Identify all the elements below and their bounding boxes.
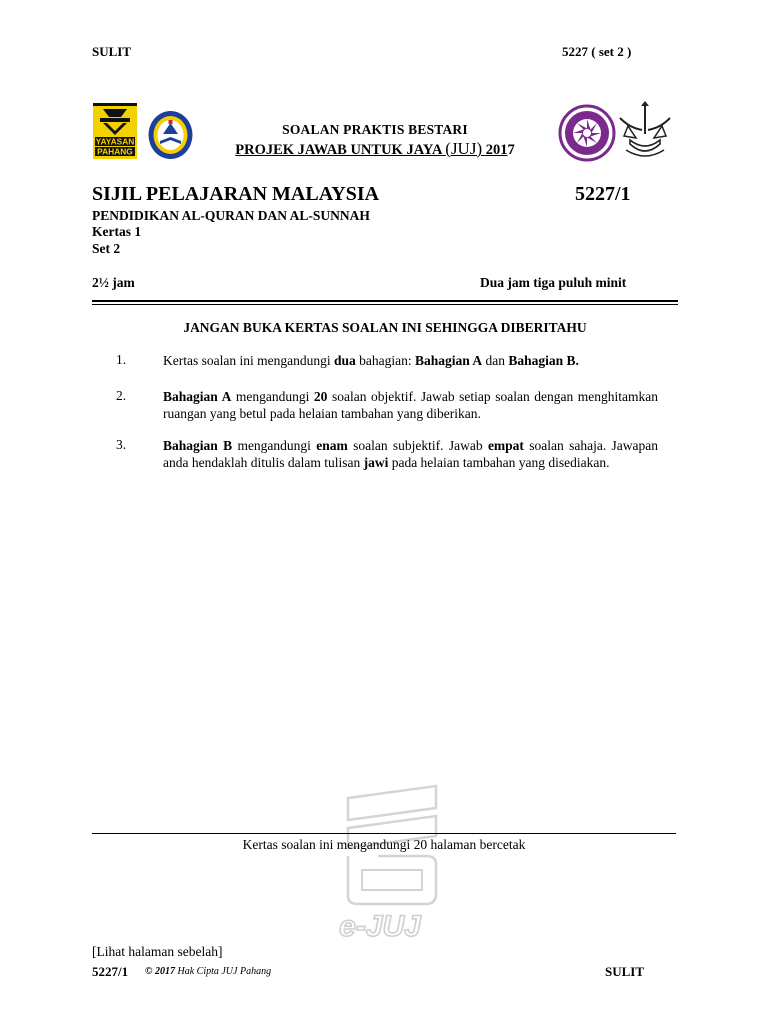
instruction-text: mengandungi <box>231 389 314 404</box>
instruction-text: dan <box>482 353 509 368</box>
project-title-year-last: 7 <box>507 142 515 158</box>
instruction-number: 3. <box>116 437 127 452</box>
yayasan-pahang-logo <box>93 103 137 159</box>
instruction-text: Kertas soalan ini mengandungi <box>163 353 334 368</box>
instruction-text: mengandungi <box>232 438 317 453</box>
exam-code: 5227/1 <box>575 183 631 205</box>
footer-code: 5227/1 <box>92 964 129 979</box>
exam-paper: Kertas 1 <box>92 224 142 239</box>
header-divider-thick <box>92 300 678 302</box>
instruction-text: soalan objektif. Jawab setiap soalan dengan menghitamkan ruangan yang betul pada helaian tambahan yang diberikan. <box>163 389 658 421</box>
instruction-text: soalan subjektif. Jawab <box>347 438 488 453</box>
footer-classification: SULIT <box>605 964 645 979</box>
exam-duration-words: Dua jam tiga puluh minit <box>480 275 627 290</box>
footer-divider <box>92 833 676 834</box>
copyright-year: © 2017 <box>145 966 175 977</box>
header-divider-thin <box>92 304 678 305</box>
instructions-warning: JANGAN BUKA KERTAS SOALAN INI SEHINGGA DIBERITAHU <box>183 320 587 335</box>
instruction-emphasis: dua <box>333 353 356 368</box>
exam-subject: PENDIDIKAN AL-QURAN DAN AL-SUNNAH <box>92 208 370 223</box>
yayasan-text-line2: PAHANG <box>97 146 133 157</box>
page-count-note: Kertas soalan ini mengandungi 20 halaman bercetak <box>242 837 526 852</box>
instruction-text: pada helaian tambahan yang disediakan. <box>388 455 610 470</box>
header-classification: SULIT <box>92 44 132 59</box>
instruction-emphasis: jawi <box>363 455 389 470</box>
juj-purple-logo <box>558 104 616 162</box>
exam-set: Set 2 <box>92 241 121 256</box>
copyright-note <box>145 966 271 977</box>
instruction-emphasis: enam <box>316 438 348 453</box>
instruction-emphasis: Bahagian A <box>414 353 483 368</box>
watermark-text: e-JUJ <box>339 910 421 943</box>
project-title <box>200 139 550 159</box>
practice-title: SOALAN PRAKTIS BESTARI <box>282 122 468 137</box>
instruction-number: 2. <box>116 388 127 403</box>
pahang-crest-logo <box>616 100 674 162</box>
instruction-emphasis: 20 <box>313 389 328 404</box>
header-code-set: 5227 ( set 2 ) <box>562 44 632 59</box>
e-juj-watermark <box>318 778 448 948</box>
instruction-emphasis: Bahagian B <box>163 438 233 453</box>
instruction-item-2 <box>163 388 658 422</box>
instruction-emphasis: Bahagian B. <box>508 353 579 368</box>
yayasan-text-line1: YAYASAN <box>95 136 135 147</box>
project-title-year: 201 <box>485 142 508 158</box>
instruction-item-1 <box>163 352 658 369</box>
instruction-emphasis: Bahagian A <box>163 389 232 404</box>
exam-title: SIJIL PELAJARAN MALAYSIA <box>92 183 380 205</box>
instruction-text: soalan sahaja. Jawapan anda hendaklah ditulis dalam tulisan <box>163 438 658 470</box>
instruction-number: 1. <box>116 352 127 367</box>
instruction-emphasis: empat <box>487 438 524 453</box>
instruction-item-3 <box>163 437 658 471</box>
next-page-note: [Lihat halaman sebelah] <box>92 944 223 959</box>
project-title-prefix: PROJEK JAWAB UNTUK JAYA <box>235 142 442 158</box>
exam-duration: 2½ jam <box>92 275 135 290</box>
project-title-abbr: (JUJ) <box>445 139 483 158</box>
copyright-text: Hak Cipta JUJ Pahang <box>174 966 272 977</box>
kpm-education-logo <box>147 110 194 160</box>
instruction-text: bahagian: <box>355 353 415 368</box>
